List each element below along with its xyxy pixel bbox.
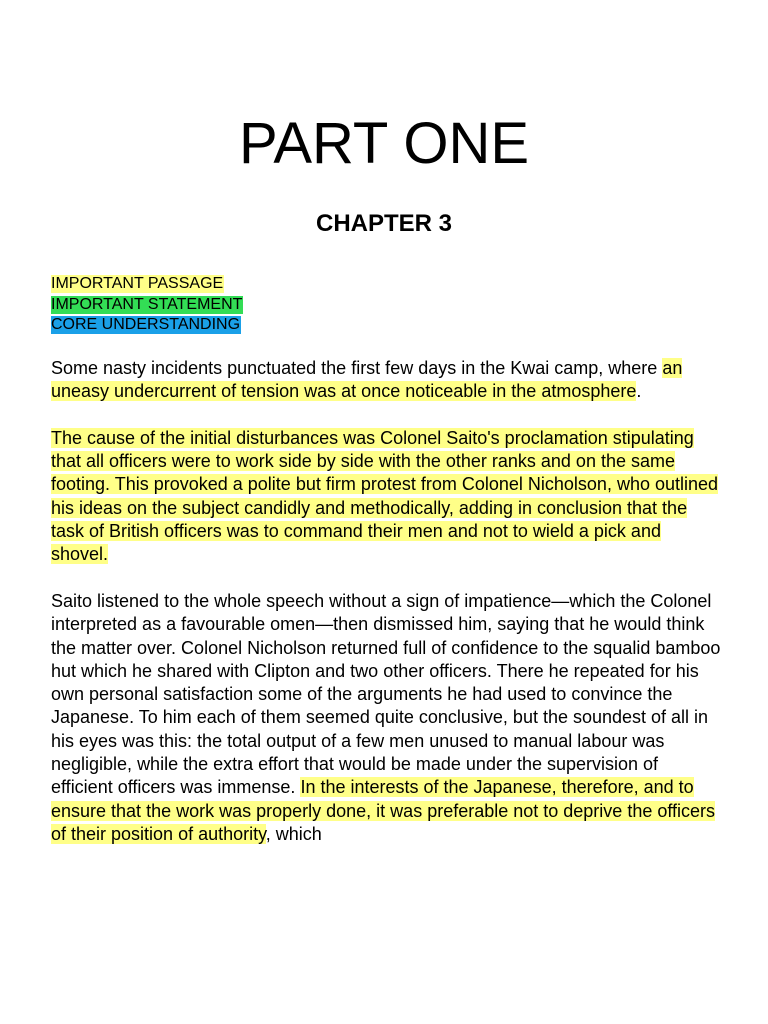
paragraph-1 [51, 357, 721, 404]
paragraph-3-text: Saito listened to the whole speech without a sign of impatience—which the Colonel interpreted as a favourable omen—then dismissed him, saying that he would think the matter over. Colonel Nicholson returned full of confidence to the squalid bamboo hut which he shared with Clipton and two other officers. There he repeated for his own personal satisfaction some of the arguments he had used to convince the Japanese. To him each of them seemed quite conclusive, but the soundest of all in his eyes was this: the total output of a few men unused to manual labour was negligible, while the extra effort that would be made under the supervision of efficient officers was immense. [51, 590, 721, 798]
part-title: PART ONE [238, 111, 530, 176]
paragraph-3 [51, 590, 721, 846]
highlight-legend [51, 274, 243, 336]
paragraph-1-text: Some nasty incidents punctuated the first few days in the Kwai camp, where [51, 358, 663, 378]
legend-label-core-understanding: CORE UNDERSTANDING [51, 316, 241, 333]
legend-item-core-understanding [51, 315, 243, 336]
legend-label-important-statement: IMPORTANT STATEMENT [51, 295, 243, 313]
chapter-body [51, 357, 721, 870]
legend-item-important-statement [51, 295, 243, 316]
paragraph-1-tail: . [636, 381, 642, 402]
paragraph-1-highlight: an uneasy undercurrent of tension was at once noticeable in the atmosphere [51, 358, 683, 402]
paragraph-3-highlight: In the interests of the Japanese, therefore, and to ensure that the work was properly done, it was preferable not to deprive the officers of their position of authority [51, 777, 716, 844]
paragraph-2-highlight: The cause of the initial disturbances was Colonel Saito's proclamation stipulating that all officers were to work side by side with the other ranks and on the same footing. This provoked a polite but firm protest from Colonel Nicholson, who outlined his ideas on the subject candidly and methodically, adding in conclusion that the task of British officers was to command their men and not to wield a pick and shovel. [51, 427, 719, 565]
legend-label-important-passage: IMPORTANT PASSAGE [51, 275, 224, 292]
paragraph-3-tail: , which [265, 823, 322, 844]
chapter-title: CHAPTER 3 [315, 210, 453, 237]
paragraph-2 [51, 427, 721, 567]
legend-item-important-passage [51, 274, 243, 295]
